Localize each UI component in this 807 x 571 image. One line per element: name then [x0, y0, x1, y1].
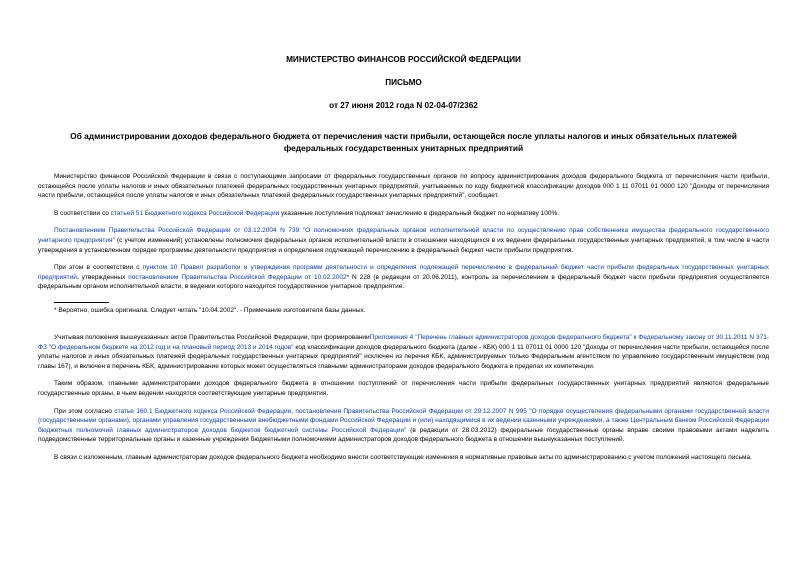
document-title: Об администрировании доходов федерального бюджета от перечисления части прибыли, остающейся после уплаты налогов и иных обязательных платежей федеральных государственных унитарных предприятий — [70, 131, 737, 153]
ministry-heading: МИНИСТЕРСТВО ФИНАНСОВ РОССИЙСКОЙ ФЕДЕРАЦИИ — [286, 55, 521, 64]
paragraph-1: Министерство финансов Российской Федерации в связи с поступающими запросами от федеральных государственных органов по вопросу администрирования доходов федерального бюджета от перечисления части прибыли, остающейся после уплаты налогов и иных обязательных платежей федеральных государственных унитарных предприятий, учитываемых по коду бюджетной классификации доходов 000 1 11 07011 01 0000 120 "Доходы от перечисления части прибыли, остающейся после уплаты налогов и иных обязательных платежей федеральных государственных унитарных предприятий", сообщает. — [38, 173, 769, 200]
budget-code-article-51-link[interactable]: статьей 51 Бюджетного кодекса Российской Федерации — [110, 209, 280, 217]
paragraph-7 — [38, 407, 769, 445]
decree-739-link[interactable]: Постановлением Правительства Российской Федерации от 03.12.2004 N 739 "О полномочиях федеральных органов исполнительной власти по осуществлению прав собственника имущества федерального государственного унитарного предприятия" — [38, 227, 769, 244]
rules-point-10-link[interactable]: пунктом 10 Правил разработки и утверждения программ деятельности и определения подлежащей перечислению в федеральный бюджет части прибыли федеральных государственных унитарных предприятий — [38, 264, 769, 281]
paragraph-2-text-a: В соответствии со — [54, 209, 111, 217]
document-page — [38, 54, 769, 462]
paragraph-2 — [38, 209, 769, 219]
paragraph-4-text-c: * N 228 (в редакции от 20.06.2011), контроль за перечислением в федеральный бюджет части прибыли предприятия осуществляется федеральным органом исполнительной власти, в ведении которого находится государственное унитарное предприятие. — [38, 273, 769, 291]
paragraph-5 — [38, 333, 769, 371]
decree-228-link[interactable]: постановлением Правительства Российской Федерации от 10.02.2002 — [128, 273, 347, 281]
document-date-number: от 27 июня 2012 года N 02-04-07/2362 — [329, 101, 478, 110]
paragraph-4 — [38, 263, 769, 292]
paragraph-4-text-a: При этом в соответствии с — [54, 264, 143, 272]
appendix-4-federal-law-link[interactable]: Приложения 4 "Перечень главных администраторов доходов федерального бюджета" к Федеральному закону от 30.11.2011 N 371-ФЗ "О федеральном бюджете на 2012 год и на плановый период 2013 и 2014 годов" — [38, 333, 769, 351]
document-type: ПИСЬМО — [385, 78, 422, 87]
paragraph-5-text-a: Учитывая положения вышеуказанных актов Правительства Российской Федерации, при формировании — [54, 333, 370, 341]
paragraph-4-text-b: , утвержденных — [76, 273, 129, 281]
paragraph-6: Таким образом, главными администраторами доходов федерального бюджета в отношении поступлений от перечисления части прибыли федеральных государственных унитарных предприятий являются федеральные государственные органы, в чьем ведении находятся соответствующие унитарные предприятия. — [38, 380, 769, 397]
footnote-divider — [54, 302, 109, 303]
paragraph-2-text-b: указанные поступления подлежат зачислению в федеральный бюджет по нормативу 100%. — [279, 209, 560, 217]
paragraph-3 — [38, 226, 769, 255]
article-160-1-decree-995-link[interactable]: статье 160.1 Бюджетного кодекса Российской Федерации, постановления Правительства Российской Федерации от 29.12.2007 N 995 "О порядке осуществления федеральными органами государственной власти (государственными органами), органами управления государственными внебюджетными фондами Российской Федерации и (или) находящимися в их ведении казенными учреждениями, а также Центральным банком Российской Федерации бюджетных полномочий главных администраторов доходов бюджетов бюджетной системы Российской Федерации" — [38, 407, 769, 434]
paragraph-7-text-a: При этом согласно — [54, 407, 115, 415]
paragraph-5-text-b: код классификации доходов федерального бюджета (далее - КБК) 000 1 11 07011 01 0000 120 "Доходы от перечисления части прибыли, остающейся после уплаты налогов и иных обязательных платежей федеральных государственных унитарных предприятий" исключен из перечня КБК, администрируемых только Федеральным агентством по управлению государственным имуществом (код главы 167), и включен в перечень КБК, администрирование которых может осуществляться главными администраторами доходов федерального бюджета в пределах их компетенции. — [38, 343, 769, 370]
footnote: * Вероятно, ошибка оригинала. Следует читать "10.04.2002". - Примечание изготовителя базы данных. — [54, 306, 366, 314]
paragraph-7-text-b: (в редакции от 28.03.2012) федеральные государственные органы вправе своими правовыми актами наделить подведомственные территориальные органы и казенные учреждения бюджетными полномочиями администраторов доходов федерального бюджета в отношении вышеуказанных поступлений. — [38, 426, 769, 444]
paragraph-8: В связи с изложенным, главным администраторам доходов федерального бюджета необходимо внести соответствующие изменения в нормативные правовые акты по администрированию с учетом положений настоящего письма. — [54, 453, 752, 461]
paragraph-3-text: (с учетом изменений) установлены полномочия федеральных органов исполнительной власти в отношении находящихся в их ведении федеральных государственных унитарных предприятий, в том числе в части утверждения в установленном порядке программы деятельности предприятия и определения подлежащей перечислению в федеральный бюджет части прибыли предприятия. — [38, 236, 769, 254]
